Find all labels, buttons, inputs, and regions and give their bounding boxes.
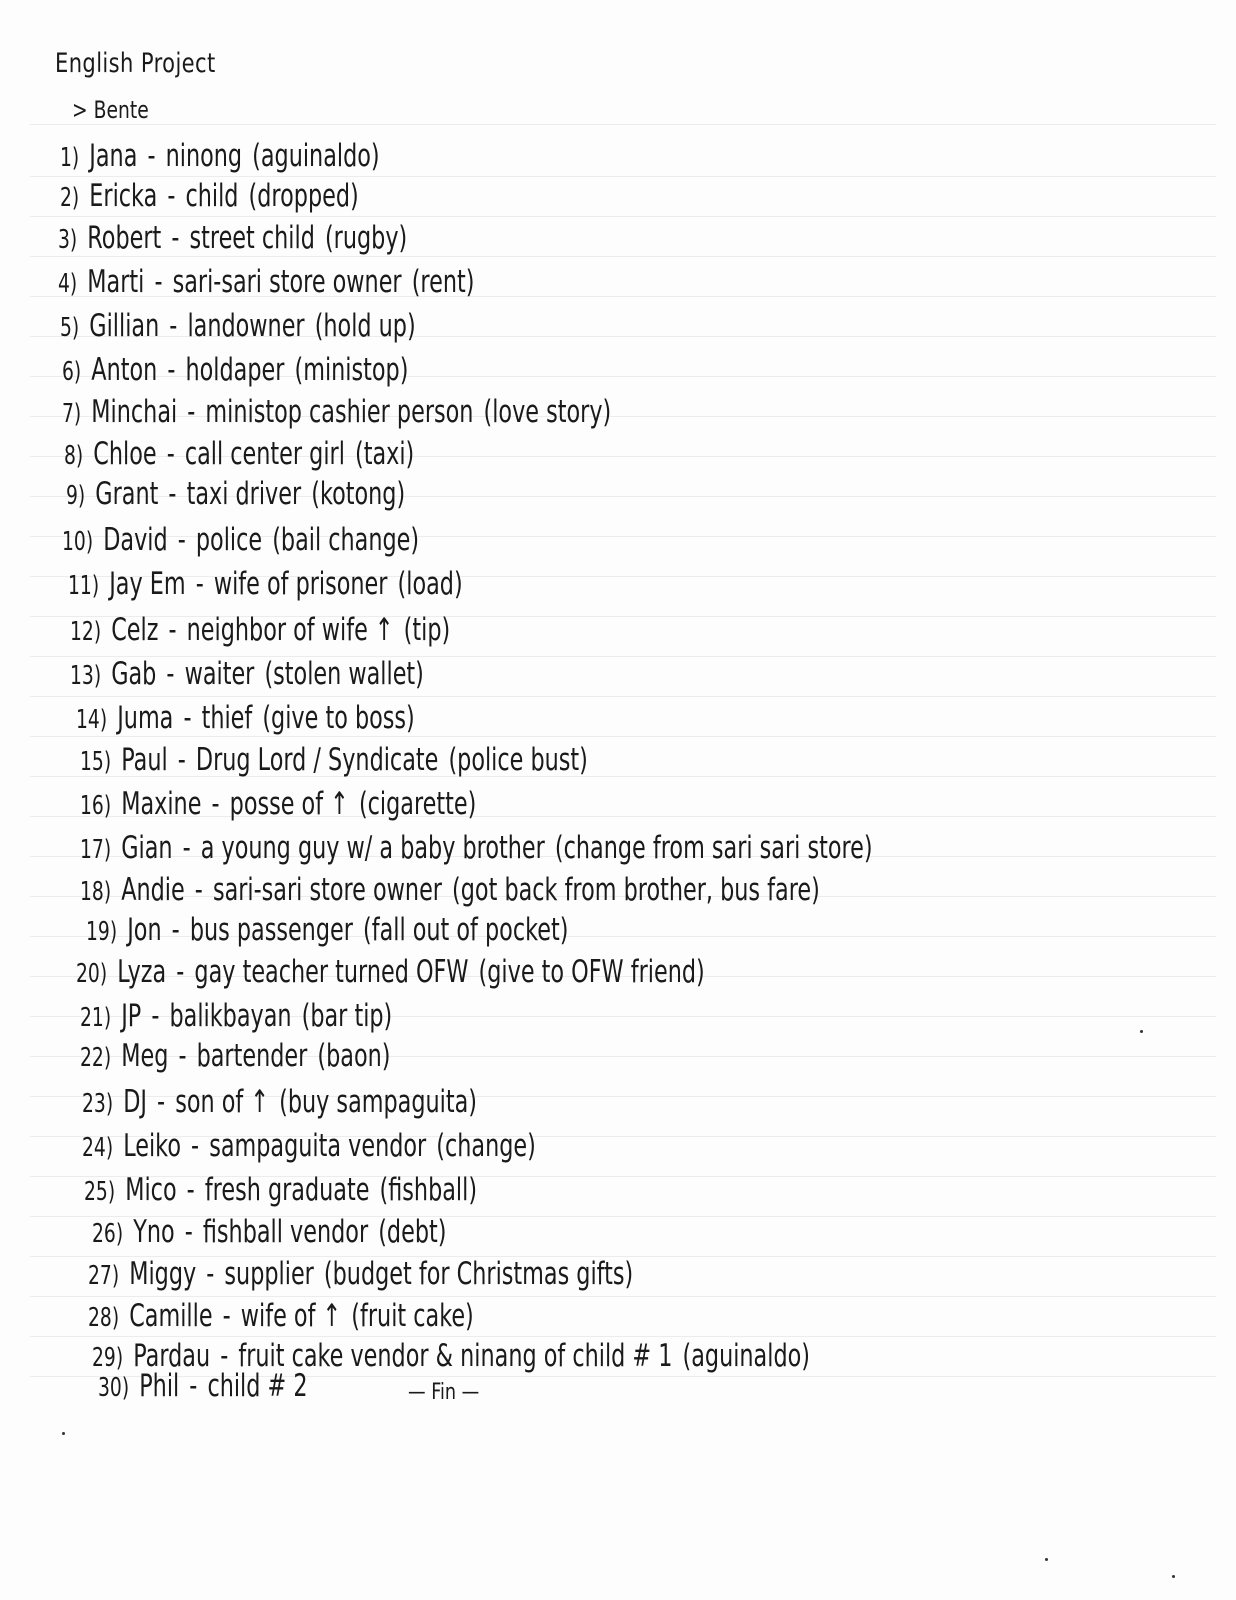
character-note: (baon) [317, 1038, 391, 1074]
character-role: wife of prisoner [213, 566, 388, 602]
character-note: (fall out of pocket) [362, 912, 569, 948]
character-role: fishball vendor [202, 1214, 369, 1250]
item-number: 16) [80, 791, 112, 821]
item-number: 1) [60, 143, 80, 173]
character-role: Drug Lord / Syndicate [195, 742, 439, 778]
character-name: Celz [111, 612, 159, 648]
item-number: 18) [80, 877, 112, 907]
character-name: Chloe [93, 436, 157, 472]
character-name: Jon [127, 912, 162, 948]
list-item [76, 698, 415, 740]
character-note: (buy sampaguita) [279, 1084, 477, 1120]
character-name: David [103, 522, 168, 558]
separator: - [176, 954, 185, 990]
character-note: (kotong) [311, 476, 406, 512]
item-number: 4) [58, 269, 78, 299]
character-role: child # 2 [207, 1368, 308, 1404]
list-item [60, 306, 416, 348]
list-item [84, 1170, 477, 1212]
separator: - [166, 436, 175, 472]
list-item [62, 520, 419, 562]
list-item [66, 474, 405, 516]
page-title: English Project [55, 48, 216, 79]
item-number: 13) [70, 661, 102, 691]
character-note: (stolen wallet) [264, 656, 424, 692]
character-note: (aguinaldo) [682, 1338, 810, 1374]
closing-mark: — Fin — [408, 1380, 480, 1405]
list-item [80, 1036, 390, 1078]
separator: - [191, 1128, 200, 1164]
list-item [62, 392, 611, 434]
item-number: 12) [70, 617, 102, 647]
separator: - [187, 394, 196, 430]
list-item [98, 1366, 318, 1408]
item-number: 17) [80, 835, 112, 865]
list-item [88, 1296, 474, 1338]
separator: - [177, 522, 186, 558]
character-name: Grant [95, 476, 159, 512]
character-name: Meg [121, 1038, 169, 1074]
separator: - [211, 786, 220, 822]
character-role: posse of ↑ [229, 786, 349, 822]
character-name: Andie [121, 872, 185, 908]
character-note: (police bust) [448, 742, 588, 778]
separator: - [183, 700, 192, 736]
character-note: (rugby) [324, 220, 408, 256]
character-name: Mico [125, 1172, 177, 1208]
character-role: gay teacher turned OFW [194, 954, 469, 990]
separator: - [186, 1172, 195, 1208]
separator: - [189, 1368, 198, 1404]
character-name: Phil [139, 1368, 180, 1404]
character-name: Juma [117, 700, 174, 736]
separator: - [177, 742, 186, 778]
page-subtitle: > Bente [72, 96, 149, 124]
character-name: Gillian [89, 308, 160, 344]
character-name: DJ [123, 1084, 147, 1120]
separator: - [154, 264, 163, 300]
list-item [58, 218, 407, 260]
character-role: son of ↑ [175, 1084, 270, 1120]
separator: - [194, 872, 203, 908]
separator: - [147, 138, 156, 174]
character-role: wife of ↑ [240, 1298, 342, 1334]
list-item [70, 654, 424, 696]
item-number: 21) [80, 1003, 112, 1033]
character-name: Jay Em [109, 566, 186, 602]
character-name: Lyza [117, 954, 167, 990]
character-role: taxi driver [186, 476, 302, 512]
character-note: (got back from brother, bus fare) [452, 872, 820, 908]
character-role: call center girl [184, 436, 345, 472]
character-name: Minchai [91, 394, 178, 430]
character-role: sari-sari store owner [212, 872, 442, 908]
scan-speck [1140, 1030, 1143, 1033]
character-name: Robert [87, 220, 162, 256]
character-name: Jana [89, 138, 138, 174]
list-item [68, 564, 463, 606]
list-item [60, 136, 380, 178]
item-number: 7) [62, 399, 82, 429]
character-role: a young guy w/ a baby brother [200, 830, 545, 866]
character-role: waiter [184, 656, 255, 692]
character-role: neighbor of wife ↑ [186, 612, 394, 648]
item-number: 25) [84, 1177, 116, 1207]
separator: - [220, 1338, 229, 1374]
character-name: Maxine [121, 786, 202, 822]
item-number: 24) [82, 1133, 114, 1163]
character-name: Gab [111, 656, 157, 692]
character-role: fruit cake vendor & ninang of child # 1 [238, 1338, 673, 1374]
item-number: 28) [88, 1303, 120, 1333]
separator: - [178, 1038, 187, 1074]
character-note: (change) [436, 1128, 536, 1164]
character-role: ministop cashier person [205, 394, 474, 430]
character-role: sampaguita vendor [209, 1128, 427, 1164]
character-role: police [195, 522, 263, 558]
ruled-line [30, 696, 1216, 697]
character-name: Yno [133, 1214, 175, 1250]
character-note: (cigarette) [358, 786, 477, 822]
character-role: ninong [165, 138, 243, 174]
ruled-line [30, 124, 1216, 125]
character-role: holdaper [185, 352, 285, 388]
character-name: Leiko [123, 1128, 181, 1164]
list-item [82, 1126, 536, 1168]
character-note: (budget for Christmas gifts) [323, 1256, 634, 1292]
separator: - [168, 612, 177, 648]
character-note: (give to OFW friend) [478, 954, 705, 990]
list-item [60, 176, 359, 218]
character-role: sari-sari store owner [172, 264, 402, 300]
character-name: JP [121, 998, 142, 1034]
item-number: 14) [76, 705, 108, 735]
character-note: (debt) [378, 1214, 447, 1250]
scan-speck [62, 1432, 65, 1435]
item-number: 27) [88, 1261, 120, 1291]
separator: - [167, 352, 176, 388]
scan-speck [1045, 1558, 1048, 1561]
list-item [58, 262, 474, 304]
character-note: (aguinaldo) [252, 138, 380, 174]
separator: - [171, 912, 180, 948]
character-role: fresh graduate [204, 1172, 370, 1208]
character-note: (fruit cake) [351, 1298, 474, 1334]
character-note: (taxi) [355, 436, 415, 472]
separator: - [151, 998, 160, 1034]
character-name: Ericka [89, 178, 158, 214]
character-name: Gian [121, 830, 173, 866]
item-number: 22) [80, 1043, 112, 1073]
character-note: (change from sari sari store) [554, 830, 873, 866]
item-number: 8) [64, 441, 84, 471]
character-role: bus passenger [189, 912, 353, 948]
character-note: (love story) [483, 394, 612, 430]
item-number: 5) [60, 313, 80, 343]
separator: - [195, 566, 204, 602]
character-note: (give to boss) [262, 700, 415, 736]
list-item [64, 434, 414, 476]
separator: - [166, 656, 175, 692]
separator: - [171, 220, 180, 256]
separator: - [184, 1214, 193, 1250]
character-role: street child [189, 220, 315, 256]
character-role: supplier [224, 1256, 314, 1292]
separator: - [168, 476, 177, 512]
character-note: (rent) [411, 264, 475, 300]
list-item [62, 350, 408, 392]
item-number: 6) [62, 357, 82, 387]
list-item [80, 828, 873, 870]
character-note: (dropped) [248, 178, 359, 214]
separator: - [206, 1256, 215, 1292]
item-number: 29) [92, 1343, 124, 1373]
item-number: 26) [92, 1219, 124, 1249]
character-note: (bar tip) [301, 998, 393, 1034]
list-item [80, 996, 392, 1038]
list-item [80, 870, 820, 912]
list-item [92, 1212, 446, 1254]
separator: - [169, 308, 178, 344]
item-number: 30) [98, 1373, 130, 1403]
item-number: 2) [60, 183, 80, 213]
item-number: 20) [76, 959, 108, 989]
item-number: 9) [66, 481, 86, 511]
character-role: thief [201, 700, 253, 736]
character-name: Miggy [129, 1256, 197, 1292]
character-name: Camille [129, 1298, 213, 1334]
separator: - [167, 178, 176, 214]
character-name: Pardau [133, 1338, 211, 1374]
list-item [76, 952, 705, 994]
separator: - [222, 1298, 231, 1334]
character-note: (bail change) [272, 522, 420, 558]
list-item [80, 784, 476, 826]
character-role: child [185, 178, 239, 214]
item-number: 3) [58, 225, 78, 255]
separator: - [157, 1084, 166, 1120]
character-role: landowner [187, 308, 305, 344]
item-number: 10) [62, 527, 94, 557]
character-role: bartender [196, 1038, 308, 1074]
scan-speck [1172, 1575, 1175, 1578]
item-number: 15) [80, 747, 112, 777]
item-number: 19) [86, 917, 118, 947]
list-item [82, 1082, 477, 1124]
character-note: (tip) [403, 612, 451, 648]
character-name: Anton [91, 352, 158, 388]
list-item [80, 740, 588, 782]
list-item [70, 610, 450, 652]
list-item [86, 910, 568, 952]
list-item [88, 1254, 633, 1296]
character-name: Marti [87, 264, 145, 300]
item-number: 11) [68, 571, 100, 601]
character-note: (ministop) [294, 352, 409, 388]
separator: - [182, 830, 191, 866]
character-role: balikbayan [169, 998, 292, 1034]
item-number: 23) [82, 1089, 114, 1119]
character-note: (hold up) [314, 308, 416, 344]
character-note: (fishball) [379, 1172, 478, 1208]
character-name: Paul [121, 742, 168, 778]
character-note: (load) [397, 566, 463, 602]
